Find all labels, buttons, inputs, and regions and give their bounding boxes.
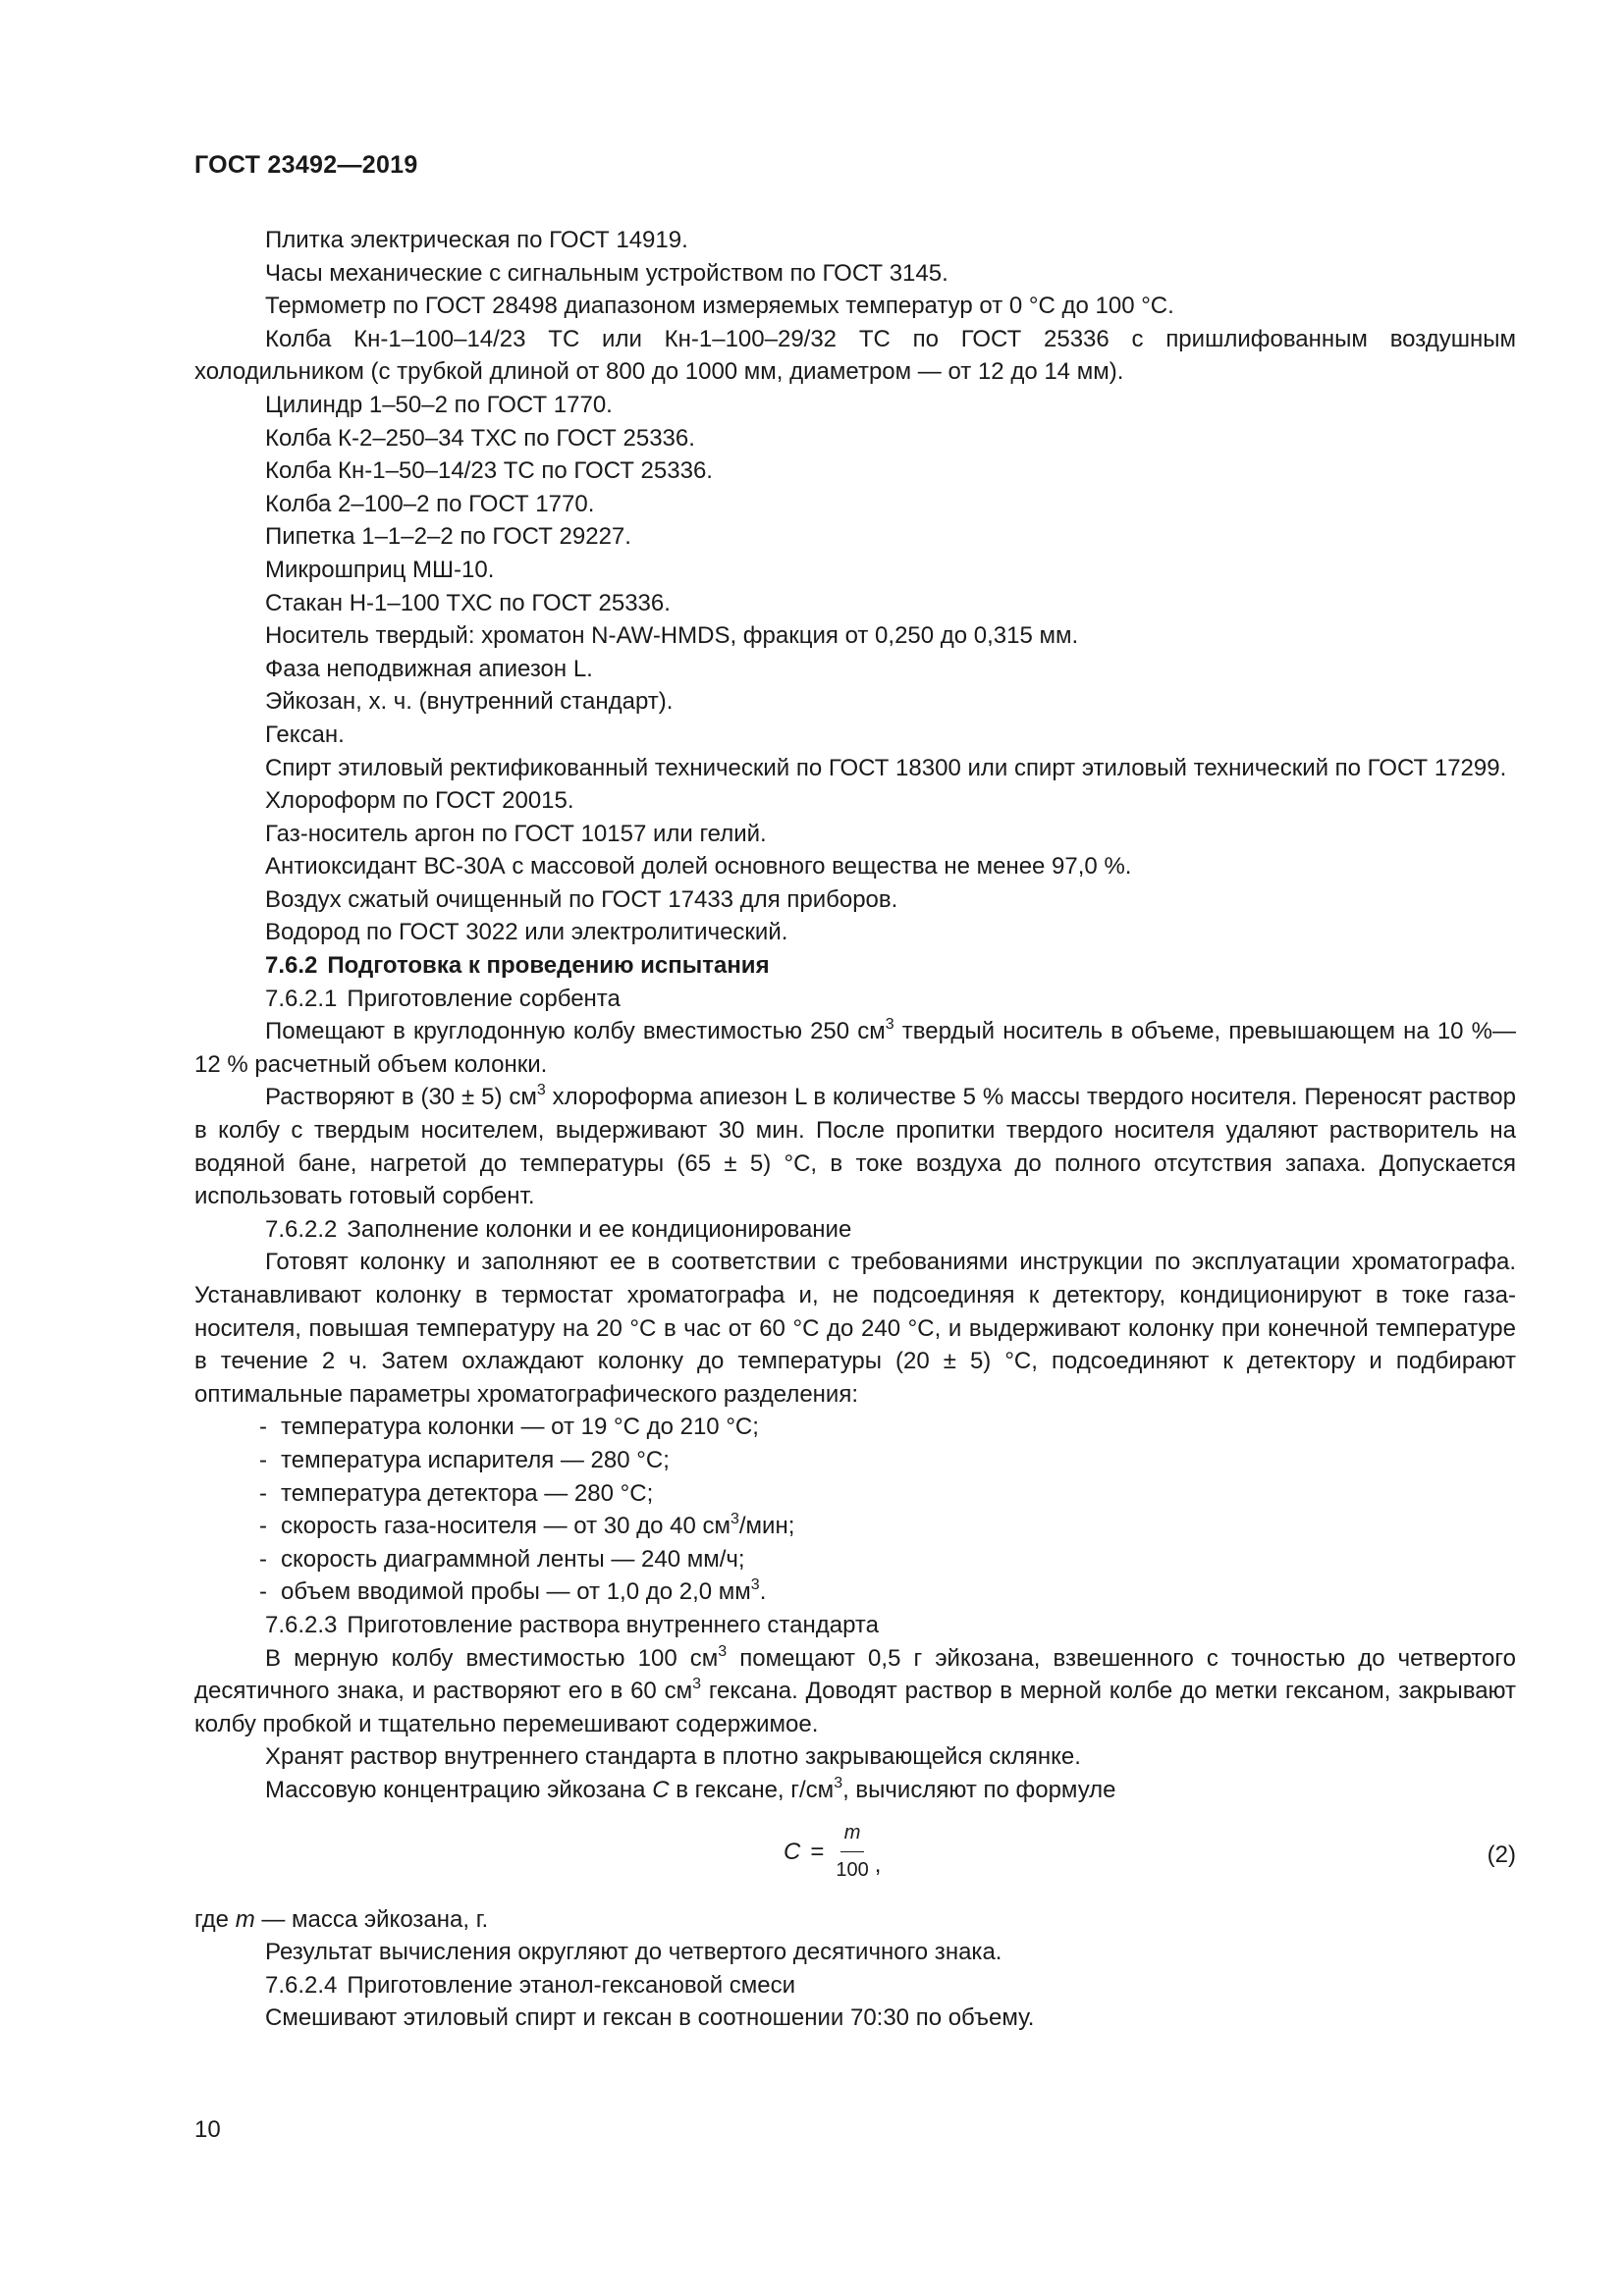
list-item-text: скорость диаграммной ленты — 240 мм/ч; xyxy=(281,1545,745,1573)
section-heading-7-6-2 xyxy=(194,949,1516,983)
document-body xyxy=(194,224,1516,2035)
text-run: гексана. Доводят раствор в мерной колбе до метки гексаном, закрывают колбу пробкой и тщательно перемешивают содержимое. xyxy=(194,1678,1517,1737)
list-item xyxy=(259,1543,1516,1576)
equipment-item: Плитка электрическая по ГОСТ 14919. xyxy=(265,227,688,253)
section-number: 7.6.2.4 xyxy=(265,1971,338,1999)
text-run: твердый носитель в объеме, превышающем на 10 %—12 % расчетный объем колонки. xyxy=(194,1018,1516,1078)
formula-number: (2) xyxy=(1487,1841,1516,1868)
text-run: — масса эйкозана, г. xyxy=(254,1905,489,1933)
list-item xyxy=(259,1510,1516,1543)
subsection-heading-7-6-2-2 xyxy=(194,1213,1516,1247)
equipment-item: Эйкозан, х. ч. (внутренний стандарт). xyxy=(265,688,674,716)
paragraph-standard-3 xyxy=(194,1774,1516,1807)
subsection-heading-7-6-2-3 xyxy=(194,1609,1516,1642)
formula-denominator: 100 xyxy=(836,1859,869,1882)
formula-comma: , xyxy=(874,1851,882,1879)
parameter-list xyxy=(194,1411,1516,1609)
equipment-item: Стакан Н-1–100 ТХС по ГОСТ 25336. xyxy=(265,589,671,616)
paragraph-where xyxy=(194,1903,1516,1937)
text-run: помещают 0,5 г эйкозана, взвешенного с точностью до четвертого десятичного знака, и растворяют его в 60 см xyxy=(194,1644,1516,1705)
superscript: 3 xyxy=(750,1576,760,1594)
formula xyxy=(784,1817,881,1888)
subsection-heading-7-6-2-4 xyxy=(194,1969,1516,2002)
formula-lhs: C xyxy=(784,1838,801,1865)
list-item-text: . xyxy=(759,1578,767,1606)
list-item-text: температура испарителя — 280 °С; xyxy=(281,1446,670,1473)
superscript: 3 xyxy=(834,1774,843,1791)
dash-mark: - xyxy=(259,1414,267,1441)
formula-fraction xyxy=(832,1817,872,1888)
equipment-item: Антиоксидант ВС-30А с массовой долей основного вещества не менее 97,0 %. xyxy=(265,853,1132,881)
section-title: Приготовление сорбента xyxy=(347,985,621,1012)
section-title: Заполнение колонки и ее кондиционирование xyxy=(347,1215,852,1243)
variable: С xyxy=(652,1776,670,1803)
list-item xyxy=(259,1444,1516,1477)
equipment-item: Цилиндр 1–50–2 по ГОСТ 1770. xyxy=(265,391,613,418)
text-run: , вычисляют по формуле xyxy=(842,1776,1116,1803)
page-number: 10 xyxy=(194,2116,221,2143)
text-run: Массовую концентрацию эйкозана xyxy=(265,1776,653,1803)
section-number: 7.6.2.3 xyxy=(265,1611,338,1638)
text-run: хлороформа апиезон L в количестве 5 % массы твердого носителя. Переносят раствор в колбу с твердым носителем, выдерживают 30 мин. После пропитки твердого носителя удаляют растворитель на водяной бане, нагретой до температуры (65 ± 5) °С, в токе воздуха до полного отсутствия запаха. Допускается использовать готовый сорбент. xyxy=(194,1084,1516,1210)
section-number: 7.6.2 xyxy=(265,952,318,980)
equipment-item: Колба К-2–250–34 ТХС по ГОСТ 25336. xyxy=(265,424,695,452)
section-number: 7.6.2.1 xyxy=(265,985,338,1012)
dash-mark: - xyxy=(259,1513,267,1540)
section-title: Подготовка к проведению испытания xyxy=(327,952,770,980)
paragraph-sorbent-1 xyxy=(194,1015,1516,1081)
text-run: Растворяют в (30 ± 5) см xyxy=(265,1084,537,1111)
equipment-item: Водород по ГОСТ 3022 или электролитический. xyxy=(265,919,788,946)
equipment-item: Носитель твердый: хроматон N-AW-HMDS, фракция от 0,250 до 0,315 мм. xyxy=(265,622,1079,650)
list-item xyxy=(259,1575,1516,1609)
list-item xyxy=(259,1477,1516,1511)
list-item-text: скорость газа-носителя — от 30 до 40 см xyxy=(281,1513,731,1540)
equipment-item: Фаза неподвижная апиезон L. xyxy=(265,655,593,682)
formula-numerator: m xyxy=(840,1817,865,1853)
dash-mark: - xyxy=(259,1479,267,1507)
section-title: Приготовление раствора внутреннего стандарта xyxy=(347,1611,879,1638)
equipment-item: Часы механические с сигнальным устройством по ГОСТ 3145. xyxy=(265,259,948,287)
text-run: В мерную колбу вместимостью 100 см xyxy=(265,1644,719,1672)
list-item-text: температура детектора — 280 °С; xyxy=(281,1479,654,1507)
document-page xyxy=(194,0,1516,2296)
dash-mark: - xyxy=(259,1446,267,1473)
superscript: 3 xyxy=(730,1511,739,1528)
equipment-item: Гексан. xyxy=(265,721,345,748)
equipment-item: Колба Кн-1–50–14/23 ТС по ГОСТ 25336. xyxy=(265,457,713,485)
paragraph-standard-1 xyxy=(194,1642,1516,1741)
text-run: в гексане, г/см xyxy=(669,1776,835,1803)
equipment-item: Микрошприц МШ-10. xyxy=(265,556,495,583)
subsection-heading-7-6-2-1 xyxy=(194,983,1516,1016)
equipment-item: Воздух сжатый очищенный по ГОСТ 17433 для приборов. xyxy=(265,885,898,913)
equipment-item: Колба Кн-1–100–14/23 ТС или Кн-1–100–29/32 ТС по ГОСТ 25336 с пришлифованным воздушным холодильником (с трубкой длиной от 800 до 1000 мм, диаметром — от 12 до 14 мм). xyxy=(194,325,1516,386)
paragraph-mixture: Смешивают этиловый спирт и гексан в соотношении 70:30 по объему. xyxy=(265,2004,1035,2032)
dash-mark: - xyxy=(259,1578,267,1606)
list-item-text: объем вводимой пробы — от 1,0 до 2,0 мм xyxy=(281,1578,751,1606)
section-title: Приготовление этанол-гексановой смеси xyxy=(347,1971,796,1999)
equipment-item: Пипетка 1–1–2–2 по ГОСТ 29227. xyxy=(265,523,631,551)
dash-mark: - xyxy=(259,1545,267,1573)
equipment-item: Газ-носитель аргон по ГОСТ 10157 или гелий. xyxy=(265,820,767,847)
paragraph-sorbent-2 xyxy=(194,1081,1516,1212)
superscript: 3 xyxy=(692,1676,702,1693)
list-item-text: /мин; xyxy=(738,1513,795,1540)
paragraph-standard-2: Хранят раствор внутреннего стандарта в плотно закрывающейся склянке. xyxy=(265,1743,1081,1771)
document-header: ГОСТ 23492—2019 xyxy=(194,151,418,179)
superscript: 3 xyxy=(536,1082,546,1099)
paragraph-column: Готовят колонку и заполняют ее в соответствии с требованиями инструкции по эксплуатации хроматографа. Устанавливают колонку в термостат хроматографа и, не подсоединяя к детектору, кондиционируют в токе газа-носителя, повышая температуру на 20 °С в час от 60 °С до 240 °С, и выдерживают колонку при конечной температуре в течение 2 ч. Затем охлаждают колонку до температуры (20 ± 5) °С, подсоединяют к детектору и подбирают оптимальные параметры хроматографического разделения: xyxy=(194,1249,1516,1408)
formula-equals: = xyxy=(810,1838,825,1865)
text-run: Помещают в круглодонную колбу вместимостью 250 см xyxy=(265,1018,886,1045)
superscript: 3 xyxy=(718,1642,728,1660)
list-item xyxy=(259,1411,1516,1444)
equipment-item: Термометр по ГОСТ 28498 диапазоном измеряемых температур от 0 °С до 100 °С. xyxy=(265,293,1174,320)
formula-block xyxy=(194,1813,1516,1899)
section-number: 7.6.2.2 xyxy=(265,1215,338,1243)
equipment-item: Спирт этиловый ректификованный технический по ГОСТ 18300 или спирт этиловый технический по ГОСТ 17299. xyxy=(265,754,1507,781)
equipment-item: Колба 2–100–2 по ГОСТ 1770. xyxy=(265,490,595,517)
paragraph-rounding: Результат вычисления округляют до четвертого десятичного знака. xyxy=(265,1939,1002,1966)
list-item-text: температура колонки — от 19 °С до 210 °С; xyxy=(281,1414,759,1441)
equipment-item: Хлороформ по ГОСТ 20015. xyxy=(265,787,574,815)
superscript: 3 xyxy=(885,1016,894,1034)
text-run: где xyxy=(194,1905,236,1933)
variable: m xyxy=(235,1905,255,1933)
